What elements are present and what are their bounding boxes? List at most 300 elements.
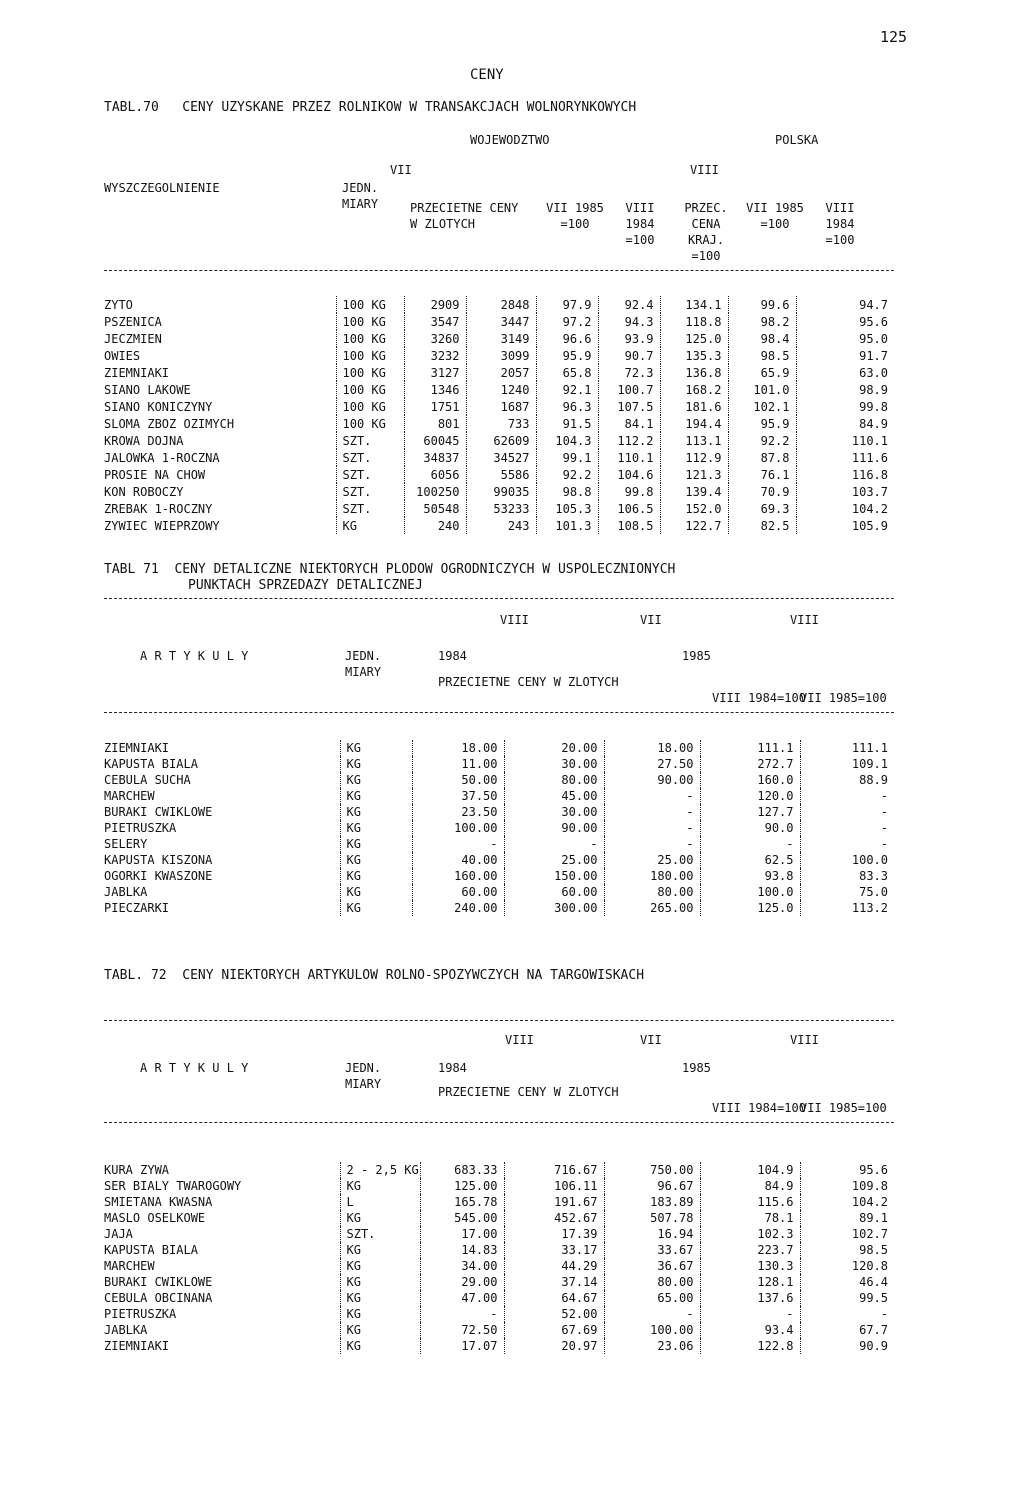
value-cell: 183.89 — [604, 1194, 700, 1210]
table72-header-1984: 1984 — [438, 1061, 467, 1075]
value-cell: 111.6 — [796, 449, 894, 466]
table-row — [104, 756, 894, 772]
value-cell: 109.8 — [800, 1178, 894, 1194]
value-cell: 69.3 — [728, 500, 796, 517]
unit-cell: L — [340, 1194, 420, 1210]
table-row — [104, 1210, 894, 1226]
value-cell: 52.00 — [504, 1306, 604, 1322]
table72-header-viii-b: VIII — [790, 1033, 819, 1047]
row-label: BURAKI CWIKLOWE — [104, 805, 213, 819]
value-cell: 122.7 — [660, 517, 728, 534]
unit-cell: SZT. — [340, 1226, 420, 1242]
value-cell: 106.5 — [598, 500, 660, 517]
row-label: KAPUSTA BIALA — [104, 757, 198, 771]
value-cell: 20.97 — [504, 1338, 604, 1354]
value-cell: 92.4 — [598, 296, 660, 313]
unit-cell: KG — [340, 852, 412, 868]
value-cell: 130.3 — [700, 1258, 800, 1274]
value-cell: 125.0 — [660, 330, 728, 347]
value-cell: 104.6 — [598, 466, 660, 483]
row-label: SMIETANA KWASNA — [104, 1195, 213, 1209]
value-cell: 72.3 — [598, 364, 660, 381]
value-cell: 3232 — [404, 347, 466, 364]
unit-cell: KG — [340, 820, 412, 836]
row-label: ZYTO — [104, 297, 133, 312]
value-cell: 64.67 — [504, 1290, 604, 1306]
unit-cell: SZT. — [336, 449, 404, 466]
value-cell: 110.1 — [598, 449, 660, 466]
value-cell: 17.07 — [420, 1338, 504, 1354]
value-cell: 120.0 — [700, 788, 800, 804]
row-label: PSZENICA — [104, 314, 162, 329]
value-cell: - — [604, 820, 700, 836]
value-cell: 118.8 — [660, 313, 728, 330]
value-cell: 25.00 — [504, 852, 604, 868]
table72-header-rule — [104, 1122, 894, 1123]
value-cell: 25.00 — [604, 852, 700, 868]
unit-cell: KG — [340, 1338, 420, 1354]
value-cell: 100.0 — [700, 884, 800, 900]
value-cell: 120.8 — [800, 1258, 894, 1274]
value-cell: 139.4 — [660, 483, 728, 500]
table-row — [104, 415, 894, 432]
row-label: KON ROBOCZY — [104, 484, 184, 499]
value-cell: 87.8 — [728, 449, 796, 466]
value-cell: 95.0 — [796, 330, 894, 347]
table-row — [104, 884, 894, 900]
table71-body — [104, 740, 894, 916]
value-cell: 89.1 — [800, 1210, 894, 1226]
table72-header-vii: VII — [640, 1033, 662, 1047]
value-cell: 98.5 — [800, 1242, 894, 1258]
row-label: SELERY — [104, 837, 148, 851]
value-cell: 80.00 — [604, 1274, 700, 1290]
row-label: KROWA DOJNA — [104, 433, 184, 448]
unit-cell: 100 KG — [336, 415, 404, 432]
value-cell: 683.33 — [420, 1162, 504, 1178]
row-label: SLOMA ZBOZ OZIMYCH — [104, 416, 235, 431]
value-cell: 97.9 — [536, 296, 598, 313]
table-row — [104, 852, 894, 868]
value-cell: 98.4 — [728, 330, 796, 347]
value-cell: 101.0 — [728, 381, 796, 398]
value-cell: 90.00 — [604, 772, 700, 788]
value-cell: 98.8 — [536, 483, 598, 500]
value-cell: 47.00 — [420, 1290, 504, 1306]
value-cell: 240.00 — [412, 900, 504, 916]
table-row — [104, 432, 894, 449]
value-cell: 92.1 — [536, 381, 598, 398]
value-cell: 93.9 — [598, 330, 660, 347]
value-cell: 111.1 — [700, 740, 800, 756]
value-cell: 84.9 — [700, 1178, 800, 1194]
value-cell: 76.1 — [728, 466, 796, 483]
table-row — [104, 868, 894, 884]
value-cell: 136.8 — [660, 364, 728, 381]
value-cell: 45.00 — [504, 788, 604, 804]
row-label: CEBULA SUCHA — [104, 773, 191, 787]
table-row — [104, 1322, 894, 1338]
value-cell: 733 — [466, 415, 536, 432]
value-cell: 60.00 — [412, 884, 504, 900]
value-cell: 99.1 — [536, 449, 598, 466]
row-label: ZIEMNIAKI — [104, 1339, 170, 1353]
table72-header-item: A R T Y K U L Y — [140, 1061, 249, 1075]
value-cell: - — [800, 820, 894, 836]
unit-cell: KG — [340, 1290, 420, 1306]
value-cell: 11.00 — [412, 756, 504, 772]
row-label: SIANO LAKOWE — [104, 382, 191, 397]
value-cell: 98.2 — [728, 313, 796, 330]
value-cell: 84.1 — [598, 415, 660, 432]
row-label: MASLO OSELKOWE — [104, 1211, 206, 1225]
value-cell: 80.00 — [604, 884, 700, 900]
value-cell: 78.1 — [700, 1210, 800, 1226]
value-cell: 103.7 — [796, 483, 894, 500]
value-cell: 30.00 — [504, 756, 604, 772]
value-cell: 46.4 — [800, 1274, 894, 1290]
unit-cell: KG — [340, 804, 412, 820]
value-cell: - — [700, 1306, 800, 1322]
table-row — [104, 347, 894, 364]
value-cell: 18.00 — [412, 740, 504, 756]
value-cell: 33.67 — [604, 1242, 700, 1258]
table-row — [104, 820, 894, 836]
value-cell: 165.78 — [420, 1194, 504, 1210]
value-cell: 106.11 — [504, 1178, 604, 1194]
value-cell: 134.1 — [660, 296, 728, 313]
table72-header-viii: VIII — [505, 1033, 534, 1047]
value-cell: 104.3 — [536, 432, 598, 449]
unit-cell: 100 KG — [336, 347, 404, 364]
value-cell: 160.00 — [412, 868, 504, 884]
value-cell: 3547 — [404, 313, 466, 330]
value-cell: 60.00 — [504, 884, 604, 900]
value-cell: 107.5 — [598, 398, 660, 415]
value-cell: 91.5 — [536, 415, 598, 432]
value-cell: 44.29 — [504, 1258, 604, 1274]
table72-top-rule — [104, 1020, 894, 1021]
value-cell: - — [604, 836, 700, 852]
value-cell: 104.2 — [796, 500, 894, 517]
value-cell: 34.00 — [420, 1258, 504, 1274]
page-number: 125 — [880, 28, 908, 46]
value-cell: 83.3 — [800, 868, 894, 884]
unit-cell: KG — [340, 788, 412, 804]
value-cell: 3447 — [466, 313, 536, 330]
value-cell: 191.67 — [504, 1194, 604, 1210]
value-cell: 121.3 — [660, 466, 728, 483]
value-cell: 37.14 — [504, 1274, 604, 1290]
table-row — [104, 900, 894, 916]
value-cell: - — [800, 1306, 894, 1322]
unit-cell: KG — [340, 756, 412, 772]
value-cell: 34527 — [466, 449, 536, 466]
value-cell: 452.67 — [504, 1210, 604, 1226]
unit-cell: KG — [340, 836, 412, 852]
value-cell: 1240 — [466, 381, 536, 398]
table70-header-c3: PRZEC. CENA KRAJ. =100 — [684, 201, 728, 263]
row-label: JABLKA — [104, 1323, 148, 1337]
value-cell: 67.69 — [504, 1322, 604, 1338]
value-cell: 113.1 — [660, 432, 728, 449]
value-cell: 750.00 — [604, 1162, 700, 1178]
value-cell: 2909 — [404, 296, 466, 313]
value-cell: 37.50 — [412, 788, 504, 804]
table70-body — [104, 296, 894, 534]
value-cell: 127.7 — [700, 804, 800, 820]
row-label: JALOWKA 1-ROCZNA — [104, 450, 220, 465]
table70-header-wojewodztwo: WOJEWODZTWO — [470, 133, 550, 147]
value-cell: 105.3 — [536, 500, 598, 517]
value-cell: 65.00 — [604, 1290, 700, 1306]
value-cell: - — [604, 1306, 700, 1322]
value-cell: - — [800, 788, 894, 804]
table71-header-rule — [104, 712, 894, 713]
value-cell: 104.2 — [800, 1194, 894, 1210]
table-row — [104, 466, 894, 483]
value-cell: 65.9 — [728, 364, 796, 381]
table70-header-c5: VIII 1984 =100 — [825, 201, 855, 247]
unit-cell: KG — [340, 1258, 420, 1274]
value-cell: - — [604, 788, 700, 804]
row-label: JECZMIEN — [104, 331, 162, 346]
table70-header-c4: VII 1985 =100 — [746, 201, 804, 231]
value-cell: 801 — [404, 415, 466, 432]
unit-cell: KG — [340, 1178, 420, 1194]
value-cell: 507.78 — [604, 1210, 700, 1226]
value-cell: - — [800, 804, 894, 820]
value-cell: 17.39 — [504, 1226, 604, 1242]
table-row — [104, 1178, 894, 1194]
value-cell: 125.00 — [420, 1178, 504, 1194]
value-cell: 125.0 — [700, 900, 800, 916]
value-cell: 99.5 — [800, 1290, 894, 1306]
row-label: CEBULA OBCINANA — [104, 1291, 213, 1305]
table-row — [104, 398, 894, 415]
value-cell: 23.06 — [604, 1338, 700, 1354]
value-cell: 27.50 — [604, 756, 700, 772]
value-cell: 94.7 — [796, 296, 894, 313]
table70-header-c2: VIII 1984 =100 — [625, 201, 655, 247]
row-label: BURAKI CWIKLOWE — [104, 1275, 213, 1289]
value-cell: 181.6 — [660, 398, 728, 415]
row-label: SER BIALY TWAROGOWY — [104, 1179, 242, 1193]
value-cell: 50548 — [404, 500, 466, 517]
unit-cell: KG — [340, 1210, 420, 1226]
value-cell: 93.8 — [700, 868, 800, 884]
value-cell: - — [700, 836, 800, 852]
value-cell: 112.9 — [660, 449, 728, 466]
unit-cell: 2 - 2,5 KG — [340, 1162, 420, 1178]
table72-header-1985: 1985 — [682, 1061, 711, 1075]
value-cell: 102.1 — [728, 398, 796, 415]
row-label: JAJA — [104, 1227, 133, 1241]
value-cell: 95.9 — [728, 415, 796, 432]
value-cell: - — [604, 804, 700, 820]
value-cell: 194.4 — [660, 415, 728, 432]
table-row — [104, 1242, 894, 1258]
value-cell: 240 — [404, 517, 466, 534]
value-cell: 53233 — [466, 500, 536, 517]
table70 — [104, 296, 894, 534]
table-row — [104, 740, 894, 756]
value-cell: 105.9 — [796, 517, 894, 534]
value-cell: 99.6 — [728, 296, 796, 313]
value-cell: 1346 — [404, 381, 466, 398]
value-cell: 97.2 — [536, 313, 598, 330]
value-cell: 243 — [466, 517, 536, 534]
row-label: KURA ZYWA — [104, 1163, 170, 1177]
unit-cell: SZT. — [336, 483, 404, 500]
table-row — [104, 364, 894, 381]
value-cell: 1687 — [466, 398, 536, 415]
value-cell: 716.67 — [504, 1162, 604, 1178]
row-label: MARCHEW — [104, 1259, 155, 1273]
value-cell: 135.3 — [660, 347, 728, 364]
value-cell: 100250 — [404, 483, 466, 500]
value-cell: 109.1 — [800, 756, 894, 772]
value-cell: 29.00 — [420, 1274, 504, 1290]
unit-cell: 100 KG — [336, 296, 404, 313]
table-row — [104, 1274, 894, 1290]
row-label: ZIEMNIAKI — [104, 741, 170, 755]
row-label: MARCHEW — [104, 789, 155, 803]
row-label: SIANO KONICZYNY — [104, 399, 213, 414]
value-cell: 72.50 — [420, 1322, 504, 1338]
table-row — [104, 330, 894, 347]
value-cell: 272.7 — [700, 756, 800, 772]
unit-cell: SZT. — [336, 500, 404, 517]
table-row — [104, 804, 894, 820]
table-row — [104, 1194, 894, 1210]
value-cell: 2057 — [466, 364, 536, 381]
table72-header-idx1: VIII 1984=100 — [712, 1101, 806, 1115]
value-cell: 110.1 — [796, 432, 894, 449]
value-cell: 95.6 — [796, 313, 894, 330]
table71-header-price: PRZECIETNE CENY W ZLOTYCH — [438, 675, 619, 689]
value-cell: 34837 — [404, 449, 466, 466]
value-cell: 65.8 — [536, 364, 598, 381]
value-cell: 128.1 — [700, 1274, 800, 1290]
table70-header-rule — [104, 270, 894, 271]
value-cell: 98.5 — [728, 347, 796, 364]
value-cell: 3260 — [404, 330, 466, 347]
unit-cell: 100 KG — [336, 398, 404, 415]
row-label: PIECZARKI — [104, 901, 170, 915]
unit-cell: KG — [340, 868, 412, 884]
table71-header-1984: 1984 — [438, 649, 467, 663]
value-cell: 545.00 — [420, 1210, 504, 1226]
value-cell: 98.9 — [796, 381, 894, 398]
unit-cell: KG — [336, 517, 404, 534]
value-cell: 111.1 — [800, 740, 894, 756]
value-cell: 14.83 — [420, 1242, 504, 1258]
unit-cell: KG — [340, 740, 412, 756]
value-cell: 92.2 — [728, 432, 796, 449]
row-label: KAPUSTA KISZONA — [104, 853, 213, 867]
value-cell: 50.00 — [412, 772, 504, 788]
value-cell: 108.5 — [598, 517, 660, 534]
unit-cell: KG — [340, 900, 412, 916]
table70-header-item: WYSZCZEGOLNIENIE — [104, 181, 220, 195]
row-label: OWIES — [104, 348, 141, 363]
unit-cell: KG — [340, 1274, 420, 1290]
value-cell: 30.00 — [504, 804, 604, 820]
value-cell: 90.9 — [800, 1338, 894, 1354]
table72 — [104, 1162, 894, 1354]
table72-header-idx2: VII 1985=100 — [800, 1101, 887, 1115]
table70-header-polska: POLSKA — [775, 133, 819, 147]
value-cell: 75.0 — [800, 884, 894, 900]
table-row — [104, 1226, 894, 1242]
value-cell: 168.2 — [660, 381, 728, 398]
value-cell: 23.50 — [412, 804, 504, 820]
value-cell: 90.7 — [598, 347, 660, 364]
table71-top-rule — [104, 598, 894, 599]
value-cell: 113.2 — [800, 900, 894, 916]
row-label: JABLKA — [104, 885, 148, 899]
value-cell: 180.00 — [604, 868, 700, 884]
value-cell: 95.9 — [536, 347, 598, 364]
value-cell: 91.7 — [796, 347, 894, 364]
unit-cell: SZT. — [336, 432, 404, 449]
value-cell: 116.8 — [796, 466, 894, 483]
value-cell: 92.2 — [536, 466, 598, 483]
unit-cell: 100 KG — [336, 381, 404, 398]
value-cell: 2848 — [466, 296, 536, 313]
value-cell: 88.9 — [800, 772, 894, 788]
table-row — [104, 788, 894, 804]
row-label: ZIEMNIAKI — [104, 365, 170, 380]
table-row — [104, 381, 894, 398]
value-cell: 102.3 — [700, 1226, 800, 1242]
table71-header-vii: VII — [640, 613, 662, 627]
table-row — [104, 1306, 894, 1322]
table-row — [104, 1258, 894, 1274]
table71-header-1985: 1985 — [682, 649, 711, 663]
row-label: PIETRUSZKA — [104, 1307, 177, 1321]
table70-header-vii: VII — [390, 163, 412, 177]
value-cell: 100.00 — [604, 1322, 700, 1338]
value-cell: 6056 — [404, 466, 466, 483]
table-row — [104, 772, 894, 788]
value-cell: 265.00 — [604, 900, 700, 916]
table70-header-unit: JEDN. MIARY — [342, 181, 379, 211]
table71 — [104, 740, 894, 916]
value-cell: 80.00 — [504, 772, 604, 788]
value-cell: 300.00 — [504, 900, 604, 916]
value-cell: 112.2 — [598, 432, 660, 449]
value-cell: 5586 — [466, 466, 536, 483]
value-cell: 40.00 — [412, 852, 504, 868]
row-label: OGORKI KWASZONE — [104, 869, 213, 883]
unit-cell: 100 KG — [336, 313, 404, 330]
unit-cell: KG — [340, 1306, 420, 1322]
value-cell: - — [504, 836, 604, 852]
table72-header-unit: JEDN. MIARY — [345, 1061, 382, 1091]
value-cell: 33.17 — [504, 1242, 604, 1258]
table71-header-idx2: VII 1985=100 — [800, 691, 887, 705]
value-cell: 82.5 — [728, 517, 796, 534]
value-cell: 90.0 — [700, 820, 800, 836]
value-cell: 62.5 — [700, 852, 800, 868]
row-label: PIETRUSZKA — [104, 821, 177, 835]
value-cell: 101.3 — [536, 517, 598, 534]
value-cell: 67.7 — [800, 1322, 894, 1338]
unit-cell: 100 KG — [336, 364, 404, 381]
table-row — [104, 1290, 894, 1306]
